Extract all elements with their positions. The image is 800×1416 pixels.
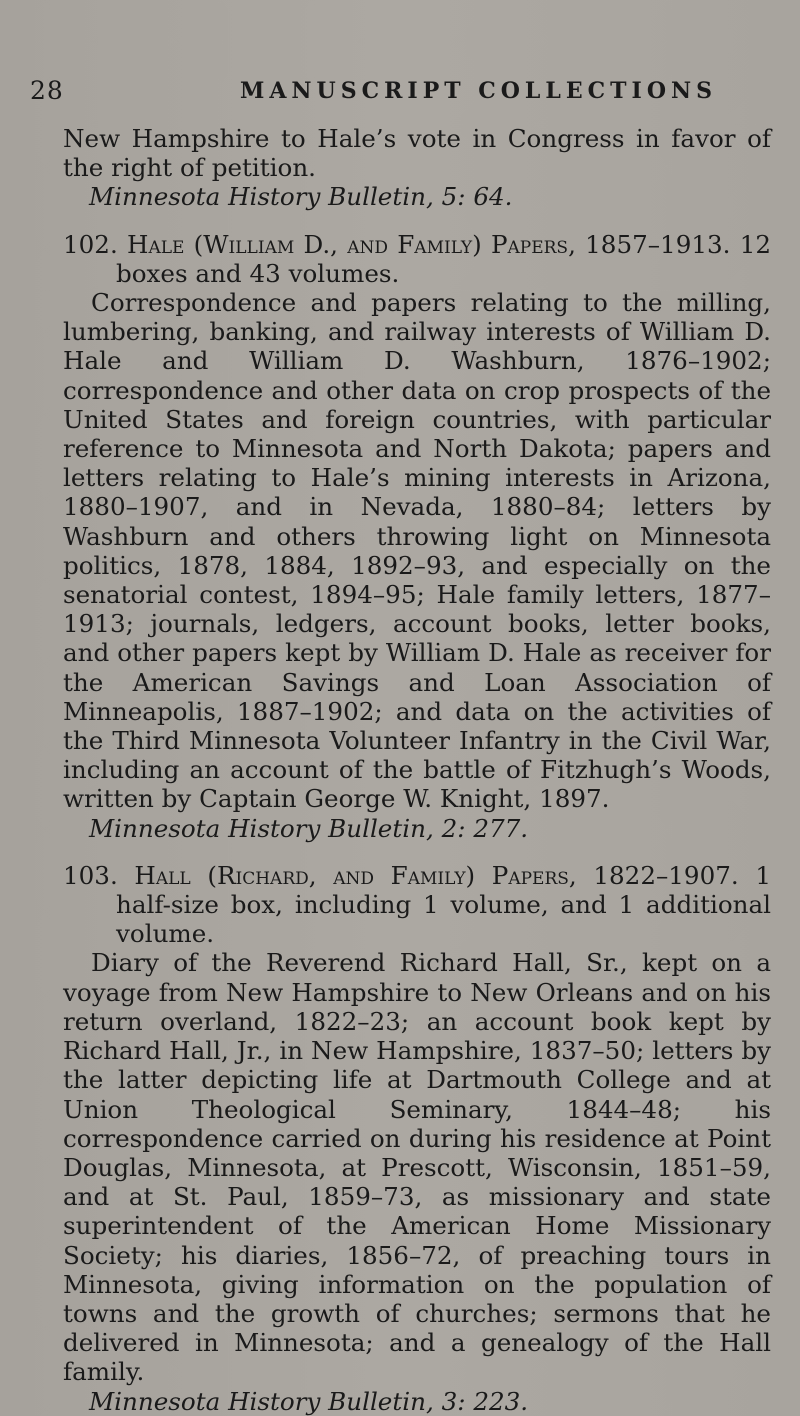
entry-103 bbox=[63, 861, 771, 1416]
entry-heading bbox=[63, 861, 771, 949]
opening-citation: Minnesota History Bulletin, 5: 64. bbox=[89, 182, 513, 212]
page-number: 28 bbox=[30, 76, 64, 105]
body-text bbox=[63, 124, 771, 1416]
opening-text: New Hampshire to Hale’s vote in Congress in favor of the right of petition. bbox=[63, 124, 771, 183]
page-header bbox=[30, 76, 770, 112]
entry-name: Hall (Richard, and Family) Papers, bbox=[134, 860, 577, 890]
entry-number: 103. bbox=[63, 860, 118, 890]
entry-number: 102. bbox=[63, 229, 118, 259]
entry-description: Diary of the Reverend Richard Hall, Sr., kept on a voyage from New Hampshire to New Orleans and on his return overland, 1822–23; an account book kept by Richard Hall, Jr., in New Hampshire, 1837–50; letters by the latter depicting life at Dartmouth College and at Union Theological Seminary, 1844–48; his correspondence carried on during his residence at Point Douglas, Minnesota, at Prescott, Wisconsin, 1851–59, and at St. Paul, 1859–73, as missionary and state superintendent of the American Home Missionary Society; his diaries, 1856–72, of preaching tours in Minnesota, giving information on the population of towns and the growth of churches; sermons that he delivered in Minnesota; and a genealogy of the Hall family. bbox=[63, 948, 771, 1387]
entry-heading bbox=[63, 230, 771, 288]
running-head: MANUSCRIPT COLLECTIONS bbox=[240, 78, 717, 104]
entry-citation: Minnesota History Bulletin, 3: 223. bbox=[89, 1386, 529, 1416]
entry-description: Correspondence and papers relating to the milling, lumbering, banking, and railway interests of William D. Hale and William D. Washburn, 1876–1902; correspondence and other data on crop prospects of the United States and foreign countries, with particular reference to Minnesota and North Dakota; papers and letters relating to Hale’s mining interests in Arizona, 1880–1907, and in Nevada, 1880–84; letters by Washburn and others throwing light on Minnesota politics, 1878, 1884, 1892–93, and especially on the senatorial contest, 1894–95; Hale family letters, 1877–1913; journals, ledgers, account books, letter books, and other papers kept by William D. Hale as receiver for the American Savings and Loan Association of Minneapolis, 1887–1902; and data on the activities of the Third Minnesota Volunteer Infantry in the Civil War, including an account of the battle of Fitzhugh’s Woods, written by Captain George W. Knight, 1897. bbox=[63, 288, 771, 814]
entry-name: Hale (William D., and Family) Papers, bbox=[127, 229, 576, 259]
entry-extent: 1822–1907. 1 half-size box, including 1 volume, and 1 additional volume. bbox=[116, 860, 771, 949]
entry-102 bbox=[63, 230, 771, 843]
entry-extent: 1857–1913. 12 boxes and 43 volumes. bbox=[116, 229, 771, 288]
entry-citation: Minnesota History Bulletin, 2: 277. bbox=[89, 813, 529, 843]
